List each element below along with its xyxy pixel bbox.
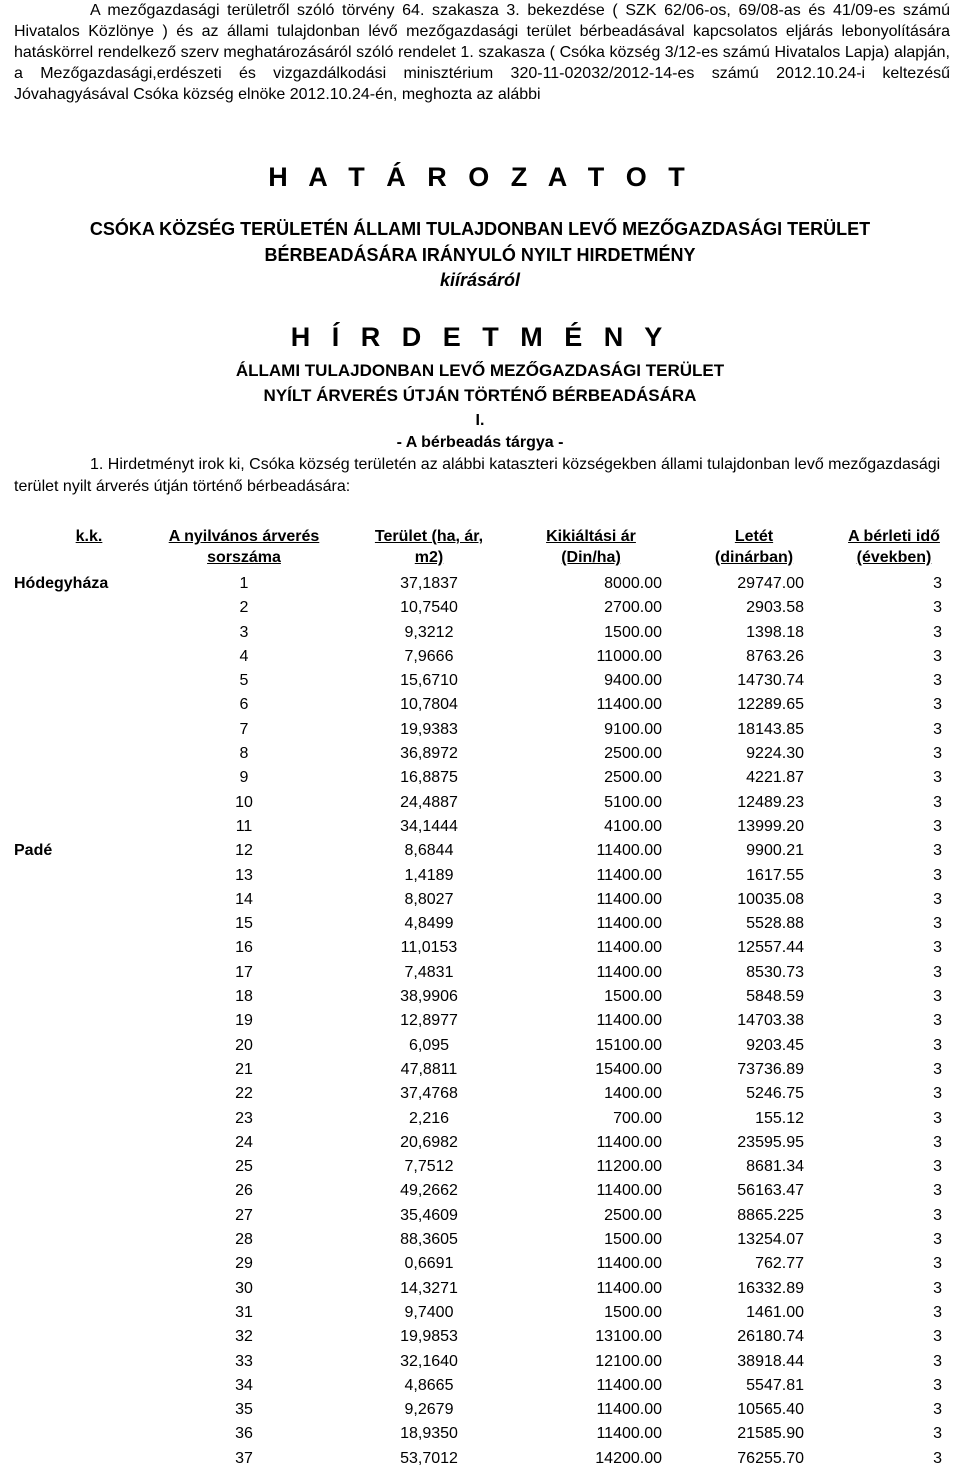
cell-deposit: 38918.44 [737, 1352, 804, 1370]
cell-deposit: 762.77 [755, 1255, 804, 1273]
cell-starting-price: 4100.00 [604, 817, 662, 835]
cell-area: 2,216 [408, 1109, 450, 1127]
cell-starting-price: 2700.00 [604, 599, 662, 617]
cell-lease-years: 3 [933, 866, 942, 884]
cell-deposit: 9900.21 [746, 842, 804, 860]
cell-lease-years: 3 [933, 915, 942, 933]
header-terulet: Terület (ha, ár, m2) [374, 528, 484, 566]
subtitle-line-1: CSÓKA KÖZSÉG TERÜLETÉN ÁLLAMI TULAJDONBAN LEVŐ MEZŐGAZDASÁGI TERÜLET [89, 219, 871, 239]
table-row [14, 1301, 944, 1325]
cell-deposit: 26180.74 [737, 1328, 804, 1346]
cell-lease-years: 3 [933, 696, 942, 714]
table-row [14, 766, 944, 790]
cell-deposit: 18143.85 [737, 720, 804, 738]
cell-starting-price: 11400.00 [596, 1401, 662, 1419]
cell-starting-price: 11400.00 [596, 890, 662, 908]
cell-lease-years: 3 [933, 1206, 942, 1224]
cell-lease-years: 3 [933, 1109, 942, 1127]
cell-area: 36,8972 [400, 745, 458, 763]
table-row [14, 1204, 944, 1228]
cell-starting-price: 11200.00 [596, 1158, 662, 1176]
cell-lease-years: 3 [933, 672, 942, 690]
table-row [14, 888, 944, 912]
cell-starting-price: 15400.00 [595, 1060, 662, 1078]
cell-deposit: 14703.38 [737, 1012, 804, 1030]
cell-area: 19,9853 [400, 1328, 458, 1346]
notice-title: H Í R D E T M É N Y [290, 322, 670, 352]
cell-deposit: 8865.225 [737, 1206, 804, 1224]
cell-deposit: 1461.00 [746, 1303, 804, 1321]
cell-area: 37,4768 [400, 1085, 458, 1103]
cell-lease-years: 3 [933, 599, 942, 617]
cell-area: 49,2662 [400, 1182, 458, 1200]
table-row [14, 742, 944, 766]
table-row [14, 596, 944, 620]
cell-area: 7,7512 [404, 1158, 454, 1176]
cell-auction-number: 8 [239, 745, 249, 763]
cell-auction-number: 13 [235, 866, 253, 884]
cell-deposit: 5848.59 [746, 988, 804, 1006]
cell-deposit: 12489.23 [737, 793, 804, 811]
cell-lease-years: 3 [933, 623, 942, 641]
cell-area: 32,1640 [400, 1352, 458, 1370]
lease-table [14, 526, 944, 1471]
table-row [14, 936, 944, 960]
table-row [14, 572, 944, 596]
table-row [14, 1447, 944, 1471]
table-row [14, 1107, 944, 1131]
table-row [14, 645, 944, 669]
cell-auction-number: 19 [235, 1012, 253, 1030]
cell-lease-years: 3 [933, 842, 942, 860]
cell-starting-price: 1500.00 [604, 988, 662, 1006]
cell-lease-years: 3 [933, 1012, 942, 1030]
cell-deposit: 29747.00 [737, 575, 804, 592]
cell-auction-number: 7 [239, 720, 249, 738]
cell-deposit: 21585.90 [737, 1425, 804, 1443]
cell-area: 24,4887 [400, 793, 458, 811]
cell-auction-number: 15 [235, 915, 253, 933]
cell-lease-years: 3 [933, 1449, 942, 1467]
cell-area: 9,7400 [404, 1303, 454, 1321]
cell-auction-number: 18 [235, 988, 253, 1006]
cell-starting-price: 15100.00 [595, 1036, 662, 1054]
cell-auction-number: 34 [235, 1376, 253, 1394]
cell-area: 15,6710 [400, 672, 458, 690]
cell-area: 53,7012 [400, 1449, 458, 1467]
cell-auction-number: 31 [235, 1303, 253, 1321]
cell-lease-years: 3 [933, 1158, 942, 1176]
header-ido: A bérleti idő (években) [848, 528, 940, 566]
header-kk: k.k. [75, 528, 103, 545]
cell-lease-years: 3 [933, 647, 942, 665]
cell-deposit: 4221.87 [746, 769, 804, 787]
cell-starting-price: 14200.00 [595, 1449, 662, 1467]
table-row [14, 1398, 944, 1422]
point-1-text: 1. Hirdetményt irok ki, Csóka község területén az alábbi kataszteri községekben állami tulajdonban levő mezőgazdasági terület nyilt árverés útján történő bérbeadására: [14, 456, 941, 495]
header-letet: Letét (dinárban) [714, 528, 794, 566]
cell-auction-number: 11 [235, 817, 253, 835]
cell-deposit: 9203.45 [746, 1036, 804, 1054]
cell-auction-number: 22 [235, 1085, 253, 1103]
cell-lease-years: 3 [933, 1279, 942, 1297]
cell-starting-price: 9400.00 [604, 672, 662, 690]
cell-auction-number: 16 [235, 939, 253, 957]
cell-area: 7,9666 [404, 647, 454, 665]
cell-area: 6,095 [408, 1036, 450, 1054]
section-title: - A bérbeadás tárgya - [396, 434, 564, 451]
table-row [14, 1058, 944, 1082]
notice-line-2: NYÍLT ÁRVERÉS ÚTJÁN TÖRTÉNŐ BÉRBEADÁSÁRA [263, 386, 697, 405]
cell-starting-price: 11400.00 [596, 915, 662, 933]
table-row [14, 1325, 944, 1349]
cell-lease-years: 3 [933, 1352, 942, 1370]
table-row [14, 718, 944, 742]
table-row [14, 985, 944, 1009]
cell-lease-years: 3 [933, 1085, 942, 1103]
cell-lease-years: 3 [933, 1303, 942, 1321]
table-row [14, 1034, 944, 1058]
cell-starting-price: 11400.00 [596, 1133, 662, 1151]
cell-deposit: 73736.89 [737, 1060, 804, 1078]
cell-starting-price: 1400.00 [604, 1085, 662, 1103]
header-sorszam: A nyilvános árverés sorszáma [168, 528, 320, 566]
cell-starting-price: 11400.00 [596, 696, 662, 714]
cell-deposit: 12557.44 [737, 939, 804, 957]
cell-lease-years: 3 [933, 1231, 942, 1249]
cell-area: 10,7540 [400, 599, 458, 617]
cell-lease-years: 3 [933, 1376, 942, 1394]
cell-area: 34,1444 [400, 817, 458, 835]
cell-deposit: 13999.20 [737, 817, 804, 835]
decision-title: H A T Á R O Z A T O T [268, 162, 692, 192]
cell-lease-years: 3 [933, 1425, 942, 1443]
subtitle-line-3: kiírásáról [439, 270, 521, 290]
cell-auction-number: 5 [239, 672, 249, 690]
cell-area: 88,3605 [400, 1231, 458, 1249]
table-row [14, 693, 944, 717]
cell-auction-number: 6 [239, 696, 249, 714]
cell-starting-price: 700.00 [613, 1109, 662, 1127]
cell-starting-price: 11400.00 [596, 1279, 662, 1297]
table-row [14, 791, 944, 815]
subtitle-line-2: BÉRBEADÁSÁRA IRÁNYULÓ NYILT HIRDETMÉNY [264, 245, 696, 265]
cell-auction-number: 17 [235, 963, 253, 981]
cell-deposit: 10035.08 [737, 890, 804, 908]
cell-auction-number: 35 [235, 1401, 253, 1419]
table-row [14, 1131, 944, 1155]
table-row [14, 912, 944, 936]
cell-lease-years: 3 [933, 1182, 942, 1200]
cell-lease-years: 3 [933, 1255, 942, 1273]
cell-cadastral-municipality: Hódegyháza [14, 575, 109, 592]
table-row [14, 1082, 944, 1106]
cell-area: 8,6844 [404, 842, 454, 860]
table-row [14, 1277, 944, 1301]
cell-area: 7,4831 [404, 963, 454, 981]
cell-area: 11,0153 [400, 939, 458, 957]
cell-starting-price: 8000.00 [604, 575, 662, 592]
cell-lease-years: 3 [933, 939, 942, 957]
cell-lease-years: 3 [933, 1328, 942, 1346]
cell-lease-years: 3 [933, 817, 942, 835]
table-row [14, 669, 944, 693]
cell-auction-number: 32 [235, 1328, 253, 1346]
cell-area: 20,6982 [400, 1133, 458, 1151]
cell-area: 1,4189 [404, 866, 454, 884]
cell-starting-price: 11400.00 [596, 963, 662, 981]
cell-starting-price: 1500.00 [604, 1231, 662, 1249]
cell-starting-price: 5100.00 [604, 793, 662, 811]
table-row [14, 1252, 944, 1276]
cell-starting-price: 11400.00 [596, 866, 662, 884]
cell-area: 0,6691 [404, 1255, 454, 1273]
cell-lease-years: 3 [933, 575, 942, 592]
cell-starting-price: 11400.00 [596, 1012, 662, 1030]
cell-lease-years: 3 [933, 1060, 942, 1078]
cell-area: 4,8499 [404, 915, 454, 933]
cell-deposit: 12289.65 [737, 696, 804, 714]
cell-starting-price: 11400.00 [596, 1376, 662, 1394]
cell-auction-number: 23 [235, 1109, 253, 1127]
cell-area: 35,4609 [400, 1206, 458, 1224]
cell-deposit: 2903.58 [746, 599, 804, 617]
cell-lease-years: 3 [933, 1133, 942, 1151]
cell-auction-number: 26 [235, 1182, 253, 1200]
cell-starting-price: 2500.00 [604, 1206, 662, 1224]
cell-area: 18,9350 [400, 1425, 458, 1443]
cell-auction-number: 30 [235, 1279, 253, 1297]
cell-starting-price: 11000.00 [596, 647, 662, 665]
cell-area: 4,8665 [404, 1376, 454, 1394]
cell-auction-number: 3 [239, 623, 249, 641]
cell-starting-price: 11400.00 [596, 1425, 662, 1443]
cell-area: 9,2679 [404, 1401, 454, 1419]
cell-starting-price: 9100.00 [604, 720, 662, 738]
cell-deposit: 1398.18 [746, 623, 804, 641]
cell-auction-number: 14 [235, 890, 253, 908]
cell-lease-years: 3 [933, 1036, 942, 1054]
cell-starting-price: 1500.00 [604, 623, 662, 641]
cell-deposit: 5528.88 [746, 915, 804, 933]
table-row [14, 1422, 944, 1446]
point-1 [14, 454, 950, 498]
cell-area: 12,8977 [400, 1012, 458, 1030]
cell-lease-years: 3 [933, 890, 942, 908]
intro-text: A mezőgazdasági területről szóló törvény 64. szakasza 3. bekezdése ( SZK 62/06-os, 69/08-as és 41/09-es számú Hivatalos Közlönye ) és az állami tulajdonban lévő mezőgazdasági terület bérbeadásával kapcsolatos eljárás lebonyolítására hatáskörrel rendelkező szerv meghatározásáról szóló rendelet 1. szakasza ( Csóka község 3/12-es számú Hivatalos Lapja) alapján, a Mezőgazdasági,erdészeti és vizgazdálkodási minisztérium 320-11-02032/2012-14-es számú 2012.10.24-i keltezésű Jóvahagyásával Csóka község elnöke 2012.10.24-én, meghozta az alábbi [14, 2, 950, 103]
cell-deposit: 14730.74 [737, 672, 804, 690]
table-row [14, 1009, 944, 1033]
cell-cadastral-municipality: Padé [14, 842, 53, 860]
table-row [14, 621, 944, 645]
cell-starting-price: 13100.00 [595, 1328, 662, 1346]
cell-deposit: 9224.30 [746, 745, 804, 763]
cell-lease-years: 3 [933, 745, 942, 763]
notice-line-1: ÁLLAMI TULAJDONBAN LEVŐ MEZŐGAZDASÁGI TERÜLET [235, 361, 725, 380]
cell-auction-number: 12 [235, 842, 253, 860]
cell-starting-price: 11400.00 [596, 842, 662, 860]
cell-auction-number: 36 [235, 1425, 253, 1443]
cell-deposit: 8530.73 [746, 963, 804, 981]
cell-area: 38,9906 [400, 988, 458, 1006]
table-row [14, 839, 944, 863]
cell-deposit: 56163.47 [737, 1182, 804, 1200]
cell-auction-number: 2 [239, 599, 249, 617]
cell-area: 16,8875 [400, 769, 458, 787]
cell-lease-years: 3 [933, 793, 942, 811]
cell-deposit: 155.12 [755, 1109, 804, 1127]
cell-auction-number: 10 [235, 793, 253, 811]
cell-deposit: 76255.70 [737, 1449, 804, 1467]
cell-lease-years: 3 [933, 963, 942, 981]
cell-starting-price: 2500.00 [604, 745, 662, 763]
cell-auction-number: 21 [235, 1060, 253, 1078]
table-row [14, 961, 944, 985]
cell-auction-number: 24 [235, 1133, 253, 1151]
cell-deposit: 16332.89 [737, 1279, 804, 1297]
cell-deposit: 13254.07 [737, 1231, 804, 1249]
table-row [14, 1155, 944, 1179]
cell-area: 14,3271 [400, 1279, 458, 1297]
cell-deposit: 5547.81 [746, 1376, 804, 1394]
cell-auction-number: 27 [235, 1206, 253, 1224]
cell-deposit: 8763.26 [746, 647, 804, 665]
cell-area: 19,9383 [400, 720, 458, 738]
cell-starting-price: 11400.00 [596, 939, 662, 957]
cell-area: 37,1837 [400, 575, 458, 592]
table-row [14, 1179, 944, 1203]
cell-auction-number: 20 [235, 1036, 253, 1054]
cell-starting-price: 11400.00 [596, 1255, 662, 1273]
cell-starting-price: 2500.00 [604, 769, 662, 787]
cell-auction-number: 29 [235, 1255, 253, 1273]
cell-lease-years: 3 [933, 720, 942, 738]
header-ar: Kikiáltási ár (Din/ha) [546, 528, 636, 566]
cell-auction-number: 9 [239, 769, 249, 787]
cell-area: 10,7804 [400, 696, 458, 714]
cell-deposit: 8681.34 [746, 1158, 804, 1176]
cell-starting-price: 1500.00 [604, 1303, 662, 1321]
cell-deposit: 1617.55 [746, 866, 804, 884]
cell-area: 8,8027 [404, 890, 454, 908]
table-body [14, 572, 944, 1471]
cell-starting-price: 12100.00 [595, 1352, 662, 1370]
cell-deposit: 10565.40 [737, 1401, 804, 1419]
cell-deposit: 23595.95 [737, 1133, 804, 1151]
cell-auction-number: 28 [235, 1231, 253, 1249]
table-header [14, 526, 944, 572]
table-row [14, 815, 944, 839]
cell-deposit: 5246.75 [746, 1085, 804, 1103]
cell-auction-number: 25 [235, 1158, 253, 1176]
cell-lease-years: 3 [933, 769, 942, 787]
cell-auction-number: 37 [235, 1449, 253, 1467]
cell-lease-years: 3 [933, 988, 942, 1006]
intro-paragraph [14, 0, 950, 105]
cell-auction-number: 1 [239, 575, 249, 592]
cell-auction-number: 4 [239, 647, 249, 665]
cell-lease-years: 3 [933, 1401, 942, 1419]
table-row [14, 864, 944, 888]
cell-starting-price: 11400.00 [596, 1182, 662, 1200]
section-number: I. [475, 412, 485, 429]
cell-area: 47,8811 [400, 1060, 458, 1078]
table-row [14, 1374, 944, 1398]
table-row [14, 1228, 944, 1252]
cell-auction-number: 33 [235, 1352, 253, 1370]
table-row [14, 1350, 944, 1374]
cell-area: 9,3212 [404, 623, 454, 641]
